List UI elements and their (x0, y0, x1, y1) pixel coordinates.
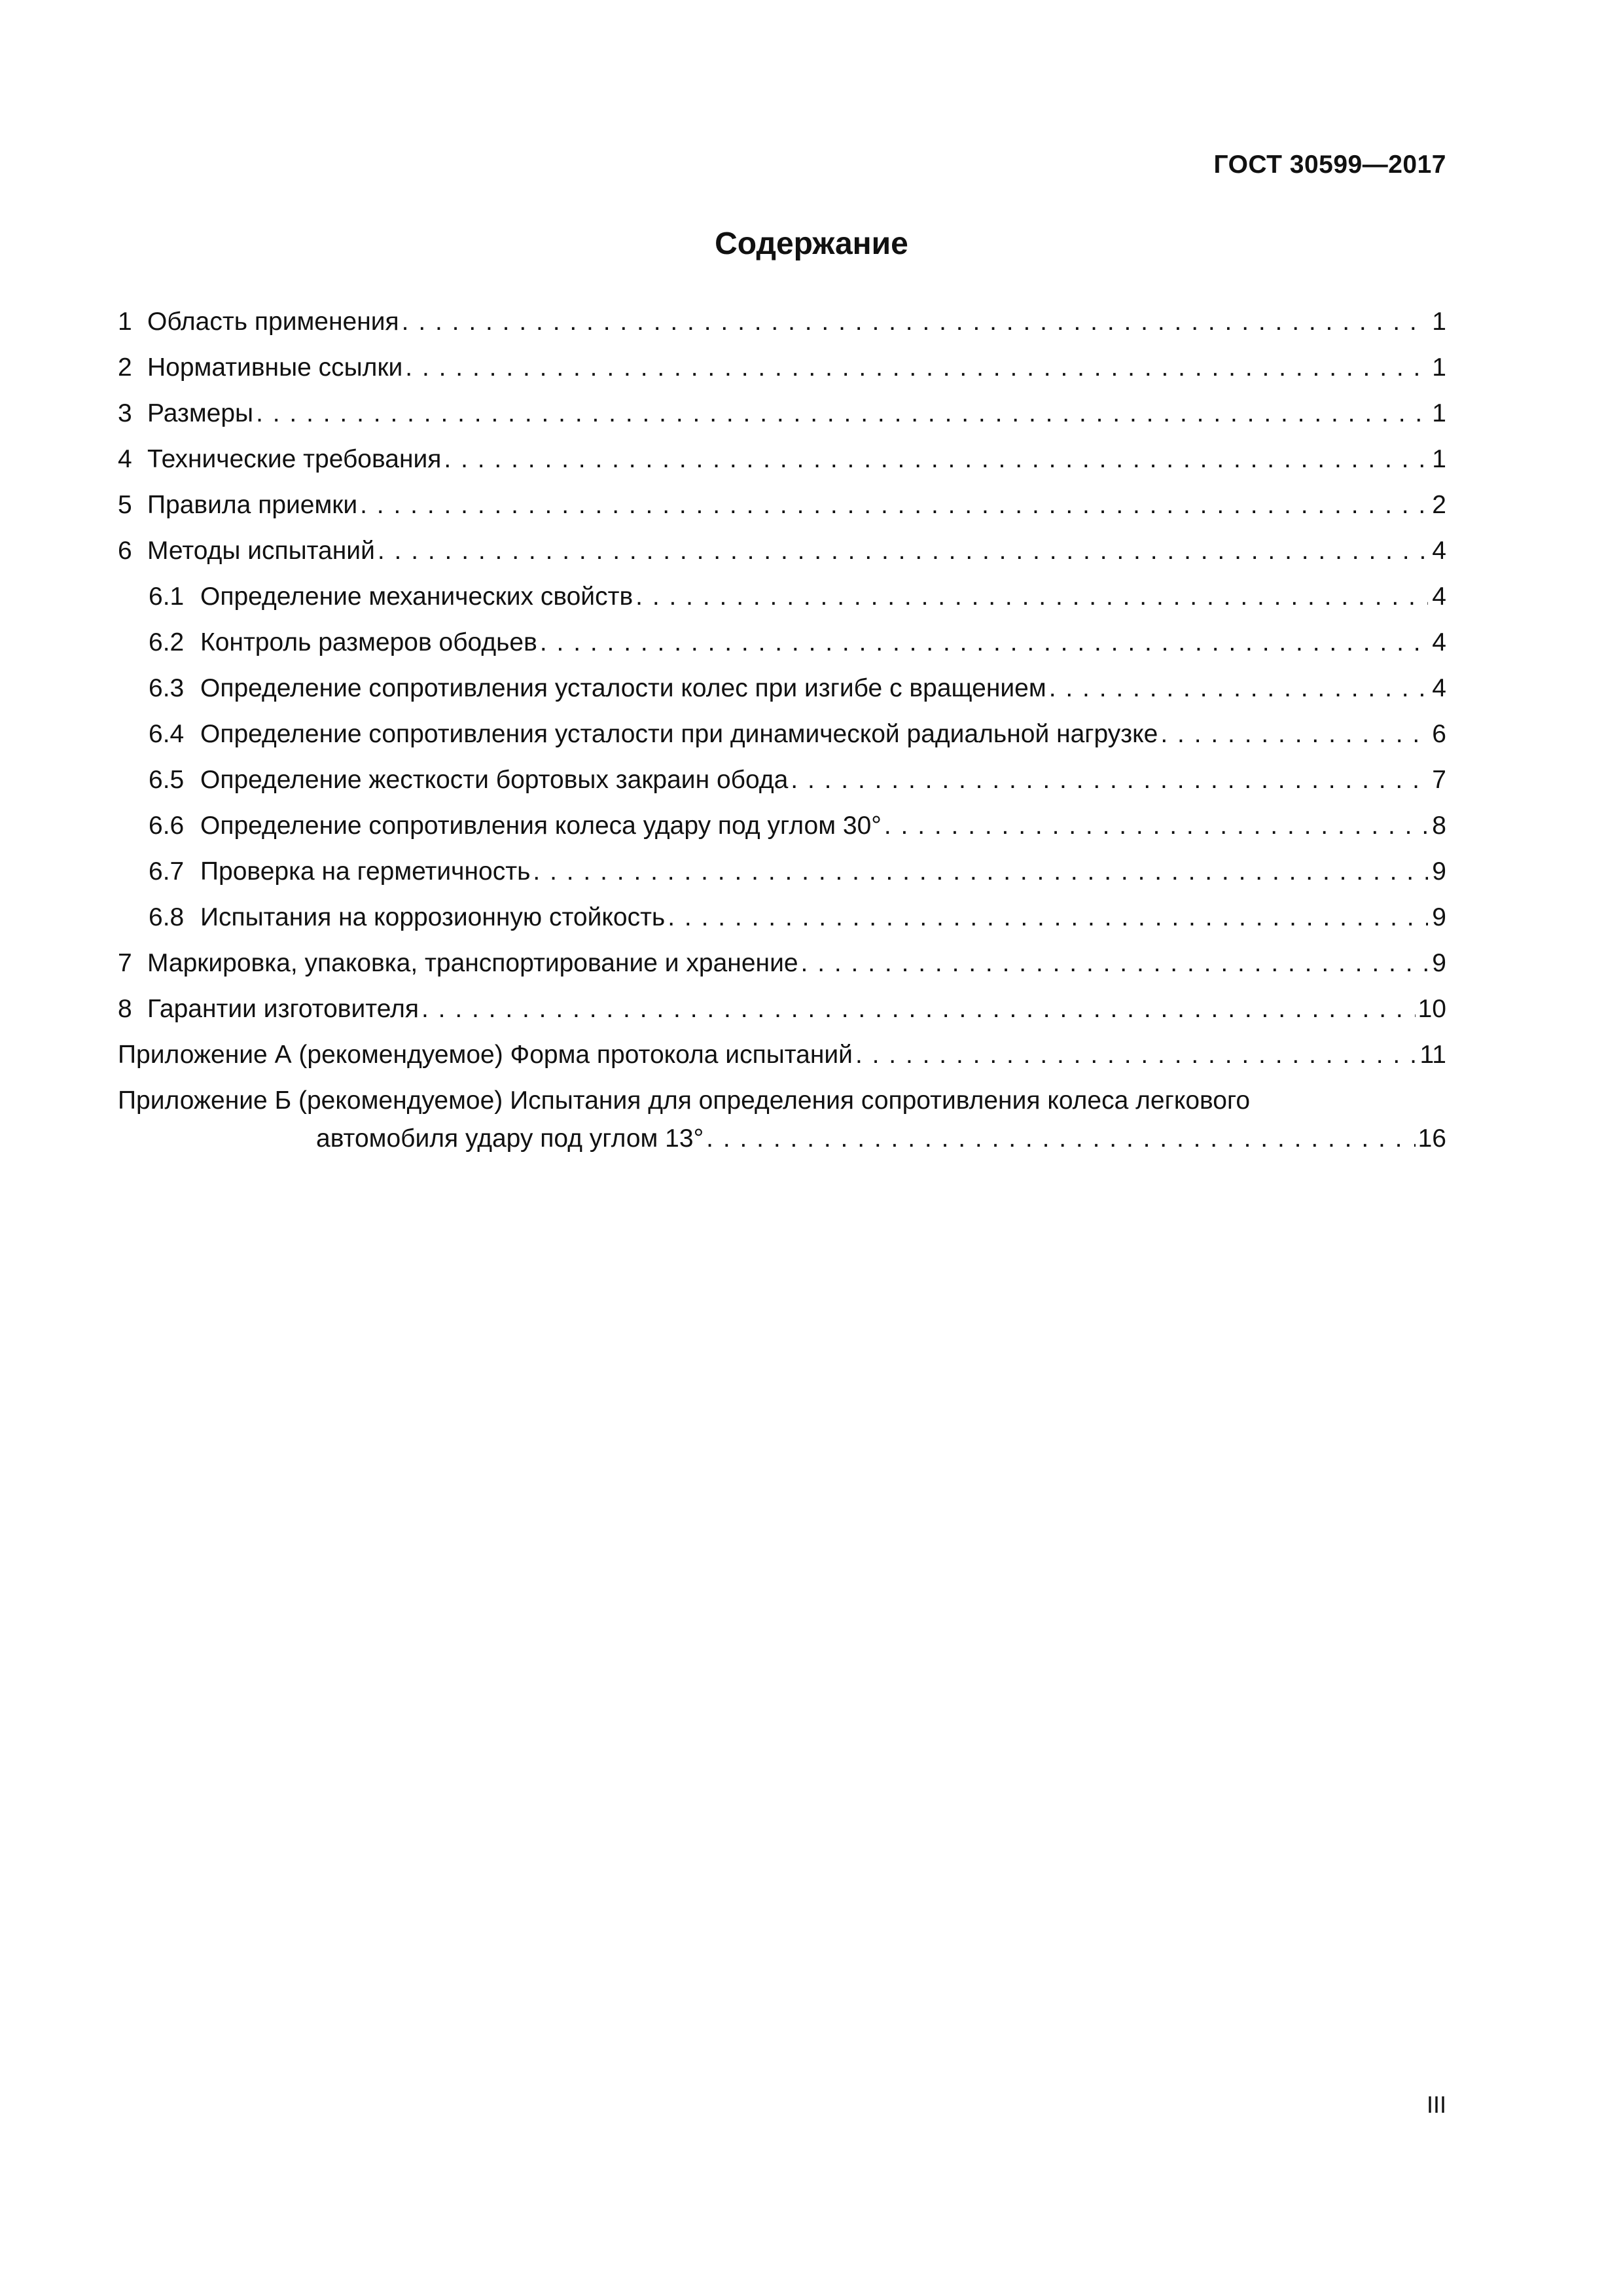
toc-entry-label: Нормативные ссылки (147, 353, 403, 382)
toc-entry-page: 1 (1432, 353, 1446, 382)
toc-entry-4[interactable] (118, 445, 1446, 491)
toc-entry-label: Область применения (147, 308, 399, 336)
dot-leader (256, 399, 1428, 428)
toc-entry-number: 6.1 (149, 583, 185, 611)
toc-entry-8[interactable] (118, 995, 1446, 1041)
toc-entry-label: Приложение Б (рекомендуемое) Испытания для определения сопротивления колеса легкового (118, 1086, 1251, 1115)
toc-entry-label: Правила приемки (147, 491, 358, 519)
toc-entry-page: 4 (1432, 674, 1446, 702)
toc-entry-label: Определение сопротивления усталости колес при изгибе с вращением (200, 674, 1046, 702)
toc-entry-page: 4 (1432, 583, 1446, 611)
dot-leader (668, 903, 1428, 932)
toc-entry-page: 9 (1432, 903, 1446, 931)
toc-entry-page: 6 (1432, 720, 1446, 748)
dot-leader (884, 812, 1428, 840)
toc-entry-number: 6.3 (149, 674, 185, 702)
toc-entry-6-7[interactable] (118, 857, 1446, 903)
toc-entry-label: Определение жесткости бортовых закраин обода (200, 766, 789, 794)
toc-entry-number: 6.8 (149, 903, 185, 931)
document-code: ГОСТ 30599—2017 (1213, 151, 1446, 179)
dot-leader (1049, 674, 1428, 703)
table-of-contents (118, 308, 1446, 1170)
toc-entry-label: Определение сопротивления колеса удару под углом 30° (200, 812, 882, 840)
toc-entry-number: 6.4 (149, 720, 185, 748)
toc-entry-page: 2 (1432, 491, 1446, 519)
dot-leader (533, 857, 1428, 886)
toc-entry-6-4[interactable] (118, 720, 1446, 766)
toc-entry-6-6[interactable] (118, 812, 1446, 857)
toc-entry-label: Размеры (147, 399, 254, 427)
dot-leader (801, 949, 1428, 978)
toc-entry-7[interactable] (118, 949, 1446, 995)
toc-entry-page: 4 (1432, 628, 1446, 656)
toc-entry-number: 1 (118, 308, 132, 336)
toc-entry-number: 6.7 (149, 857, 185, 886)
toc-entry-6-2[interactable] (118, 628, 1446, 674)
toc-entry-number: 2 (118, 353, 132, 382)
toc-entry-page: 4 (1432, 537, 1446, 565)
dot-leader (1160, 720, 1428, 749)
toc-entry-label: Контроль размеров ободьев (200, 628, 537, 656)
toc-entry-number: 8 (118, 995, 132, 1023)
dot-leader (402, 308, 1428, 336)
dot-leader (405, 353, 1428, 382)
toc-entry-number: 5 (118, 491, 132, 519)
dot-leader (635, 583, 1428, 611)
toc-entry-label: Проверка на герметичность (200, 857, 531, 886)
toc-entry-label: Определение механических свойств (200, 583, 633, 611)
toc-entry-number: 6.5 (149, 766, 185, 794)
toc-entry-label: Испытания на коррозионную стойкость (200, 903, 666, 931)
toc-entry-page: 9 (1432, 949, 1446, 977)
toc-entry-label-continued: автомобиля удару под углом 13° (316, 1124, 704, 1153)
toc-entry-1[interactable] (118, 308, 1446, 353)
toc-entry-page: 1 (1432, 399, 1446, 427)
toc-entry-label: Маркировка, упаковка, транспортирование и хранение (147, 949, 798, 977)
toc-appendix-b[interactable] (118, 1086, 1446, 1170)
page-number: III (1426, 2091, 1446, 2118)
toc-entry-page: 9 (1432, 857, 1446, 886)
toc-entry-number: 7 (118, 949, 132, 977)
page-title: Содержание (715, 226, 908, 261)
toc-entry-page: 16 (1418, 1124, 1446, 1153)
toc-entry-label: Определение сопротивления усталости при динамической радиальной нагрузке (200, 720, 1158, 748)
toc-entry-6-3[interactable] (118, 674, 1446, 720)
dot-leader (791, 766, 1428, 795)
toc-entry-page: 10 (1418, 995, 1446, 1023)
toc-entry-6-5[interactable] (118, 766, 1446, 812)
toc-entry-number: 6.6 (149, 812, 185, 840)
toc-entry-5[interactable] (118, 491, 1446, 537)
toc-entry-page: 11 (1419, 1041, 1446, 1069)
toc-entry-page: 7 (1432, 766, 1446, 794)
toc-entry-page: 1 (1432, 308, 1446, 336)
dot-leader (378, 537, 1428, 565)
toc-entry-label: Гарантии изготовителя (147, 995, 419, 1023)
toc-entry-page: 8 (1432, 812, 1446, 840)
toc-entry-6-8[interactable] (118, 903, 1446, 949)
toc-entry-6-1[interactable] (118, 583, 1446, 628)
dot-leader (855, 1041, 1418, 1069)
toc-entry-3[interactable] (118, 399, 1446, 445)
toc-entry-page: 1 (1432, 445, 1446, 473)
dot-leader (444, 445, 1428, 474)
toc-entry-number: 6 (118, 537, 132, 565)
toc-entry-6[interactable] (118, 537, 1446, 583)
toc-entry-label: Приложение А (рекомендуемое) Форма протокола испытаний (118, 1041, 853, 1069)
toc-entry-number: 3 (118, 399, 132, 427)
dot-leader (540, 628, 1428, 657)
toc-entry-number: 4 (118, 445, 132, 473)
toc-appendix-a[interactable] (118, 1041, 1446, 1086)
toc-entry-label: Методы испытаний (147, 537, 375, 565)
toc-entry-label: Технические требования (147, 445, 442, 473)
dot-leader (706, 1124, 1415, 1153)
dot-leader (421, 995, 1416, 1024)
dot-leader (360, 491, 1428, 520)
toc-entry-2[interactable] (118, 353, 1446, 399)
toc-entry-number: 6.2 (149, 628, 185, 656)
